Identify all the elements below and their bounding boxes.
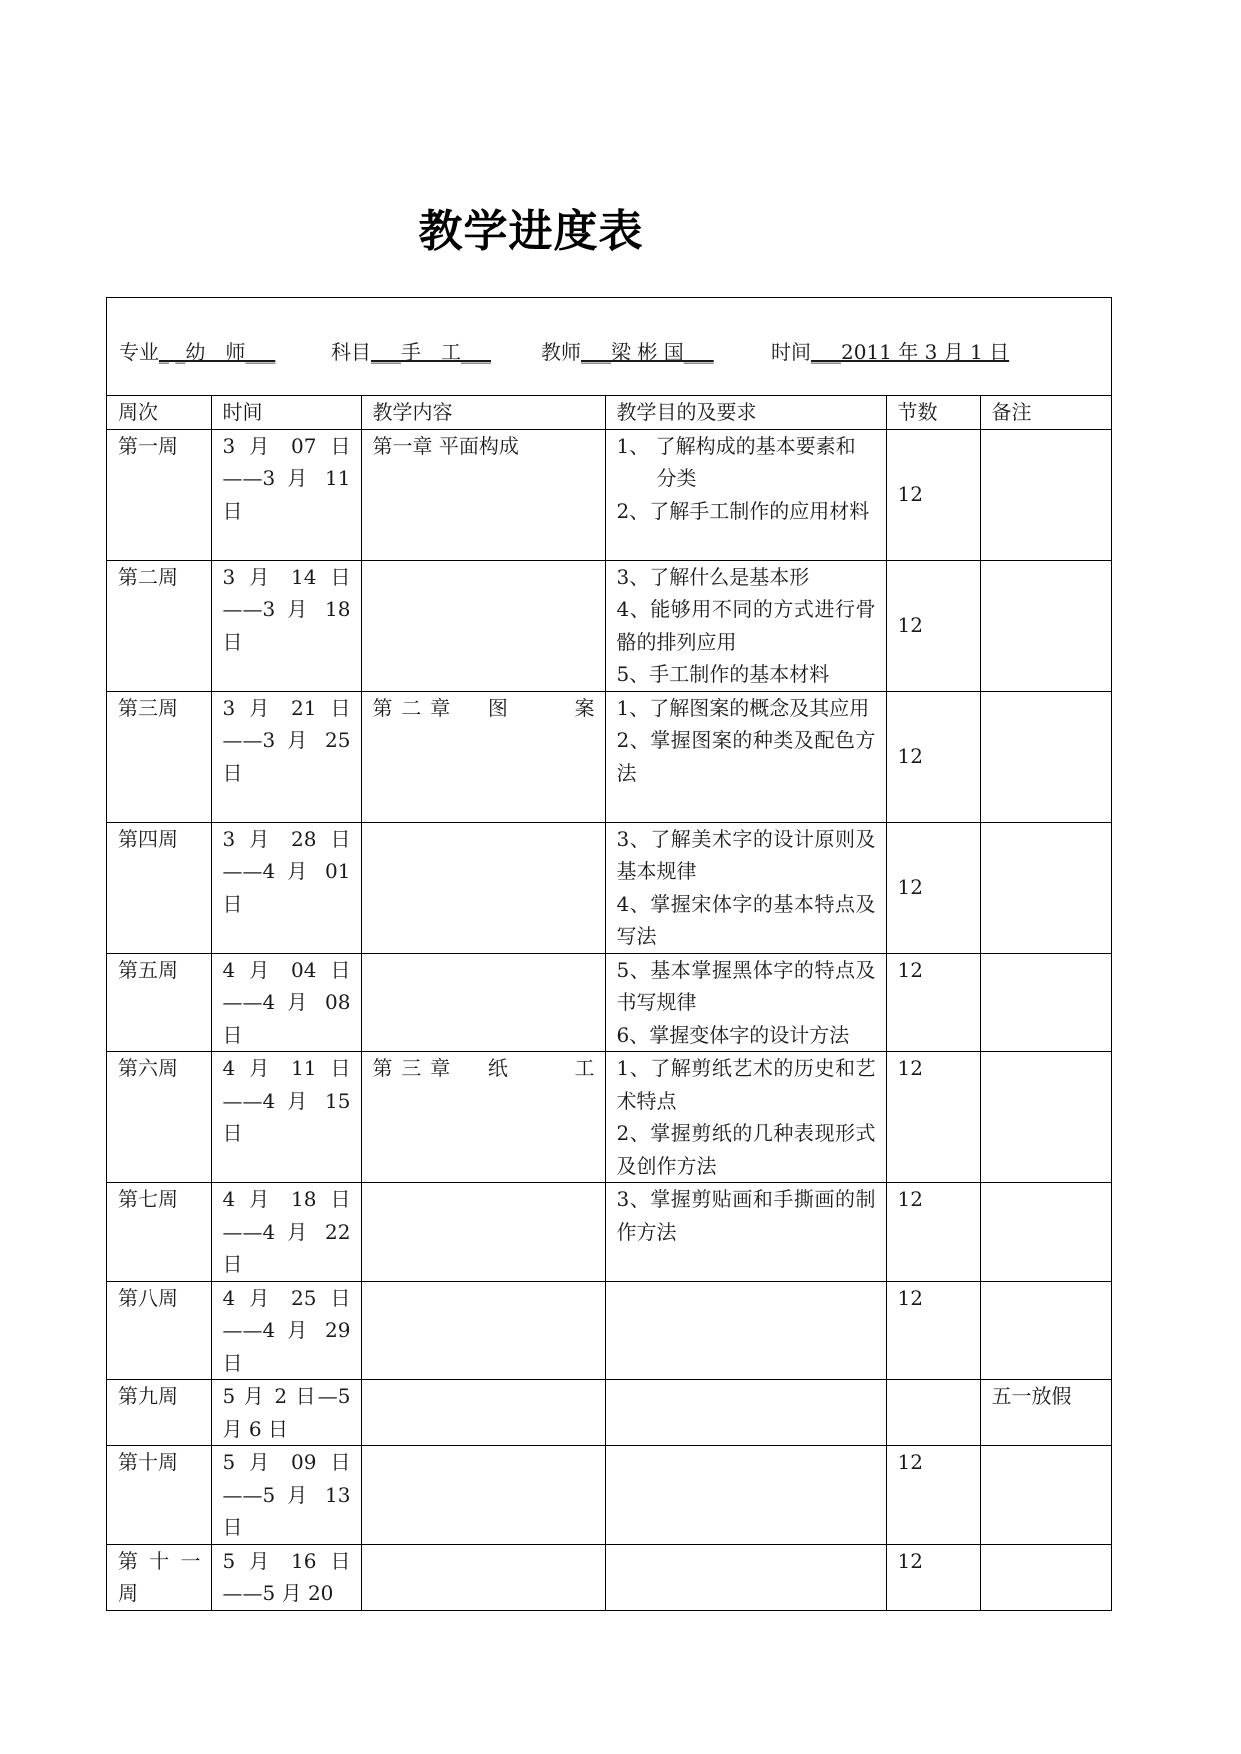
note-cell bbox=[980, 822, 1111, 953]
time-cell: 5 月 16 日——5 月 20 bbox=[211, 1544, 361, 1610]
hours-cell: 12 bbox=[886, 1446, 980, 1545]
goal-line: 4、能够用不同的方式进行骨骼的排列应用 bbox=[616, 597, 876, 654]
teacher-field bbox=[541, 336, 714, 365]
week-cell: 第四周 bbox=[107, 822, 211, 953]
table-row bbox=[107, 1380, 1111, 1446]
week-cell: 第五周 bbox=[107, 953, 211, 1052]
schedule-table bbox=[107, 396, 1111, 1610]
time-cell: 3 月 07 日——3 月 11 日 bbox=[211, 429, 361, 560]
hours-cell: 12 bbox=[886, 560, 980, 691]
note-cell bbox=[980, 1183, 1111, 1282]
time-cell: 5 月 2 日—5 月 6 日 bbox=[211, 1380, 361, 1446]
time-cell: 3 月 21 日——3 月 25 日 bbox=[211, 691, 361, 822]
time-cell: 5 月 09 日——5 月 13 日 bbox=[211, 1446, 361, 1545]
note-cell bbox=[980, 953, 1111, 1052]
header-content: 教学内容 bbox=[361, 396, 605, 429]
subject-value: ___手 工___ bbox=[371, 340, 491, 364]
goal-line: 2、掌握剪纸的几种表现形式及创作方法 bbox=[616, 1121, 876, 1178]
content-cell bbox=[361, 953, 605, 1052]
goals-cell bbox=[605, 691, 886, 822]
note-cell bbox=[980, 1446, 1111, 1545]
goal-line: 2、掌握图案的种类及配色方法 bbox=[616, 728, 876, 785]
hours-cell: 12 bbox=[886, 1281, 980, 1380]
goal-line: 5、基本掌握黑体字的特点及书写规律 bbox=[616, 957, 876, 1014]
goal-line: 5、手工制作的基本材料 bbox=[616, 662, 830, 686]
week-cell: 第十周 bbox=[107, 1446, 211, 1545]
goal-line: 1、 了解构成的基本要素和 bbox=[616, 433, 856, 458]
table-row bbox=[107, 691, 1111, 822]
hours-cell: 12 bbox=[886, 1052, 980, 1183]
goal-line: 4、掌握宋体字的基本特点及写法 bbox=[616, 891, 876, 948]
header-goals: 教学目的及要求 bbox=[605, 396, 886, 429]
content-cell bbox=[361, 1446, 605, 1545]
goal-line: 3、掌握剪贴画和手撕画的制作方法 bbox=[616, 1187, 876, 1244]
table-row bbox=[107, 822, 1111, 953]
schedule-sheet bbox=[106, 297, 1112, 1611]
document-title: 教学进度表 bbox=[418, 206, 644, 257]
subject-label: 科目 bbox=[331, 340, 371, 364]
goal-line: 3、了解美术字的设计原则及基本规律 bbox=[616, 826, 876, 883]
week-cell: 第七周 bbox=[107, 1183, 211, 1282]
goals-cell bbox=[605, 429, 886, 560]
major-label: 专业 bbox=[119, 340, 159, 364]
content-cell: 第二章 图 案 bbox=[361, 691, 605, 822]
goal-line: 3、了解什么是基本形 bbox=[616, 564, 810, 589]
time-cell: 3 月 14 日——3 月 18 日 bbox=[211, 560, 361, 691]
note-cell bbox=[980, 691, 1111, 822]
table-row bbox=[107, 953, 1111, 1052]
date-label: 时间 bbox=[771, 340, 811, 364]
week-cell: 第八周 bbox=[107, 1281, 211, 1380]
header-hours: 节数 bbox=[886, 396, 980, 429]
hours-cell bbox=[886, 1380, 980, 1446]
date-field bbox=[771, 336, 1009, 365]
content-cell bbox=[361, 822, 605, 953]
week-cell: 第九周 bbox=[107, 1380, 211, 1446]
hours-cell: 12 bbox=[886, 429, 980, 560]
time-cell: 4 月 18 日——4 月 22 日 bbox=[211, 1183, 361, 1282]
hours-cell: 12 bbox=[886, 1544, 980, 1610]
content-cell: 第一章 平面构成 bbox=[361, 429, 605, 560]
goal-line: 2、了解手工制作的应用材料 bbox=[616, 498, 870, 523]
subject-field bbox=[331, 336, 491, 365]
table-row bbox=[107, 1446, 1111, 1545]
table-row bbox=[107, 560, 1111, 691]
week-cell: 第六周 bbox=[107, 1052, 211, 1183]
table-row bbox=[107, 1544, 1111, 1610]
goal-line: 分类 bbox=[616, 466, 697, 490]
header-week: 周次 bbox=[107, 396, 211, 429]
table-row bbox=[107, 1281, 1111, 1380]
header-row bbox=[107, 396, 1111, 429]
content-cell bbox=[361, 1544, 605, 1610]
goals-cell bbox=[605, 1183, 886, 1282]
header-note: 备注 bbox=[980, 396, 1111, 429]
major-value: _ _幼 师___ bbox=[159, 340, 276, 364]
content-cell bbox=[361, 560, 605, 691]
content-cell bbox=[361, 1380, 605, 1446]
teacher-label: 教师 bbox=[541, 340, 581, 364]
content-cell bbox=[361, 1183, 605, 1282]
hours-cell: 12 bbox=[886, 691, 980, 822]
goal-line: 6、掌握变体字的设计方法 bbox=[616, 1022, 850, 1047]
table-row bbox=[107, 1052, 1111, 1183]
hours-cell: 12 bbox=[886, 822, 980, 953]
date-value: ___2011 年 3 月 1 日 bbox=[811, 340, 1010, 364]
note-cell bbox=[980, 560, 1111, 691]
content-cell bbox=[361, 1281, 605, 1380]
teacher-value: ___梁 彬 国___ bbox=[581, 340, 714, 364]
time-cell: 4 月 04 日——4 月 08 日 bbox=[211, 953, 361, 1052]
goals-cell bbox=[605, 1281, 886, 1380]
note-cell: 五一放假 bbox=[980, 1380, 1111, 1446]
info-row bbox=[107, 298, 1111, 396]
time-cell: 4 月 11 日——4 月 15 日 bbox=[211, 1052, 361, 1183]
hours-cell: 12 bbox=[886, 953, 980, 1052]
goal-line: 1、了解图案的概念及其应用 bbox=[616, 695, 870, 720]
week-cell: 第三周 bbox=[107, 691, 211, 822]
major-field bbox=[119, 336, 275, 365]
goals-cell bbox=[605, 822, 886, 953]
week-cell: 第二周 bbox=[107, 560, 211, 691]
time-cell: 3 月 28 日——4 月 01 日 bbox=[211, 822, 361, 953]
header-time: 时间 bbox=[211, 396, 361, 429]
content-cell: 第三章 纸 工 bbox=[361, 1052, 605, 1183]
goals-cell bbox=[605, 953, 886, 1052]
goals-cell bbox=[605, 560, 886, 691]
goals-cell bbox=[605, 1446, 886, 1545]
goals-cell bbox=[605, 1052, 886, 1183]
note-cell bbox=[980, 429, 1111, 560]
time-cell: 4 月 25 日——4 月 29 日 bbox=[211, 1281, 361, 1380]
goals-cell bbox=[605, 1380, 886, 1446]
goals-cell bbox=[605, 1544, 886, 1610]
goal-line: 1、了解剪纸艺术的历史和艺术特点 bbox=[616, 1056, 876, 1113]
table-row bbox=[107, 429, 1111, 560]
week-cell: 第 十 一 周 bbox=[107, 1544, 211, 1610]
note-cell bbox=[980, 1544, 1111, 1610]
hours-cell: 12 bbox=[886, 1183, 980, 1282]
week-cell: 第一周 bbox=[107, 429, 211, 560]
note-cell bbox=[980, 1281, 1111, 1380]
table-row bbox=[107, 1183, 1111, 1282]
note-cell bbox=[980, 1052, 1111, 1183]
